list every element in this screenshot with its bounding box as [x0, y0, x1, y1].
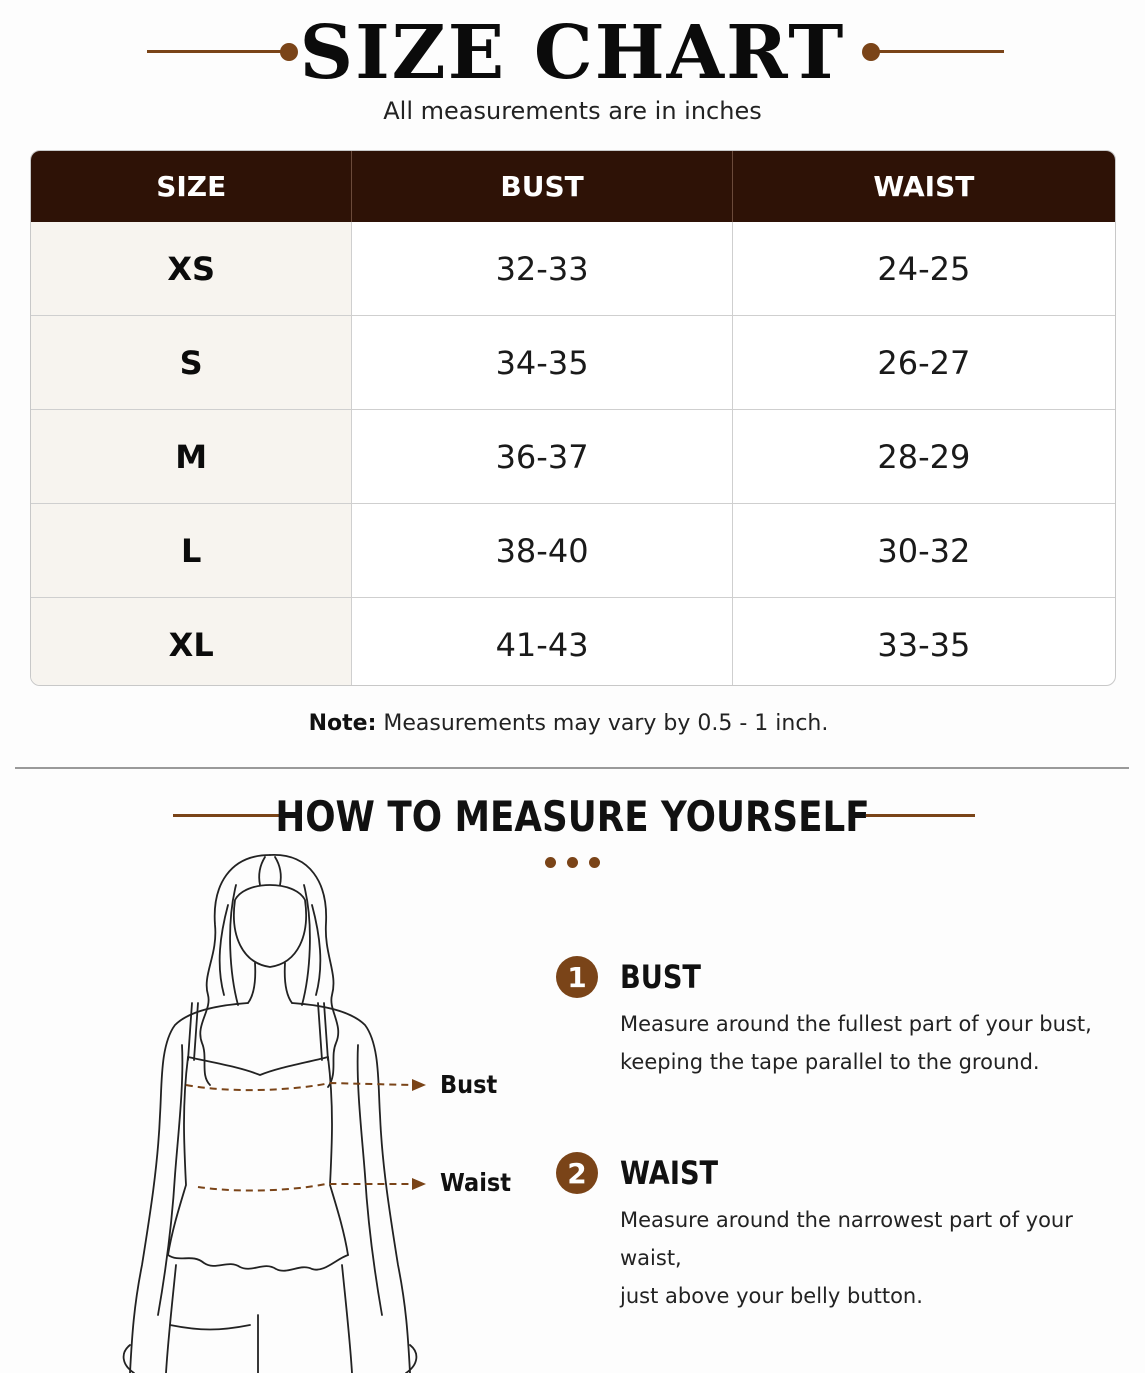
step-title-bust: BUST: [620, 958, 701, 996]
column-header-size: SIZE: [31, 151, 352, 222]
cell-bust: 38-40: [352, 504, 732, 597]
cell-waist: 26-27: [877, 343, 971, 382]
body-measurement-illustration: [120, 845, 540, 1373]
step-description-line: Measure around the fullest part of your bust,: [620, 1012, 1092, 1036]
cell-waist: 24-25: [877, 249, 971, 288]
section-title: HOW TO MEASURE YOURSELF: [275, 792, 870, 841]
note-text: Measurements may vary by 0.5 - 1 inch.: [383, 711, 829, 736]
step-description-line: Measure around the narrowest part of your waist,: [620, 1208, 1073, 1270]
step-description-line: keeping the tape parallel to the ground.: [620, 1050, 1040, 1074]
step-description-waist: [620, 1201, 1120, 1315]
section-divider: [15, 767, 1129, 769]
cell-waist: 28-29: [877, 437, 971, 476]
figure-label-bust: Bust: [440, 1070, 498, 1099]
heading-dot-icon: [567, 857, 578, 868]
peplum-hem: [168, 1255, 348, 1271]
column-header-bust: BUST: [352, 151, 732, 222]
column-header-waist: WAIST: [873, 170, 975, 203]
table-row: [31, 597, 1115, 686]
size-table: [30, 150, 1116, 686]
heading-dot-icon: [589, 857, 600, 868]
cell-waist: 33-35: [877, 625, 971, 664]
step-title-waist: WAIST: [620, 1154, 719, 1192]
step-number-badge: 1: [556, 956, 598, 998]
step-description-bust: [620, 1005, 1120, 1081]
table-row: [31, 503, 1115, 597]
table-body: [31, 222, 1115, 686]
cell-size: M: [31, 410, 352, 503]
cell-bust: 32-33: [352, 222, 732, 315]
cell-bust: 34-35: [352, 316, 732, 409]
table-row: [31, 409, 1115, 503]
note-label: Note:: [308, 711, 377, 736]
measurement-note: [0, 711, 1137, 736]
step-number-badge: 2: [556, 1152, 598, 1194]
cell-size: S: [31, 316, 352, 409]
step-description-line: just above your belly button.: [620, 1284, 923, 1308]
waist-arrow-icon: [412, 1178, 426, 1190]
face-outline: [234, 885, 306, 967]
table-header: [31, 151, 1115, 222]
strap-left: [188, 1003, 198, 1060]
page-title: SIZE CHART: [299, 10, 846, 96]
cell-size: XS: [31, 222, 352, 315]
table-row: [31, 315, 1115, 409]
figure-label-waist: Waist: [440, 1168, 512, 1197]
waist-measure-line: [198, 1184, 412, 1191]
heading-dot-icon: [545, 857, 556, 868]
cell-size: XL: [31, 598, 352, 686]
strap-right: [318, 1003, 328, 1060]
cell-bust: 36-37: [352, 410, 732, 503]
cell-size: L: [31, 504, 352, 597]
cell-waist: 30-32: [877, 531, 971, 570]
bust-arrow-icon: [412, 1079, 426, 1091]
cell-bust: 41-43: [352, 598, 732, 686]
page-subtitle: All measurements are in inches: [383, 97, 762, 125]
table-row: [31, 222, 1115, 315]
